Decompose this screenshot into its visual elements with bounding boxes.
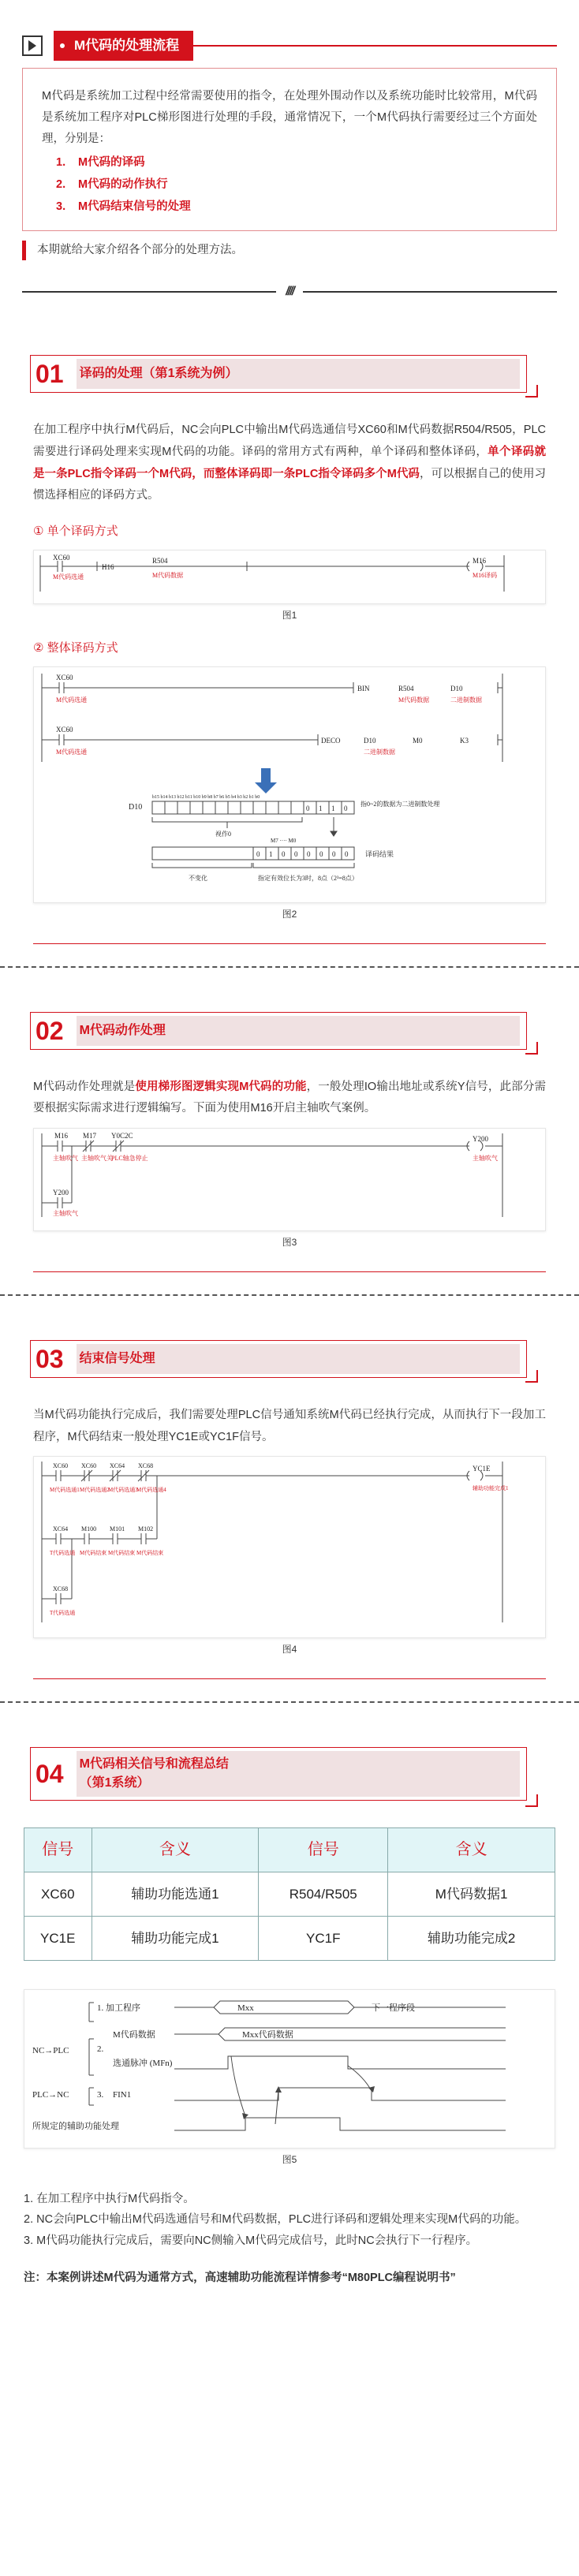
section3-paragraph: 当M代码功能执行完成后，我们需要处理PLC信号通知系统M代码已经执行完成，从而执行下一段加工程序，M代码结束一般处理YC1E或YC1F信号。	[33, 1408, 546, 1443]
svg-text:M代码结束: M代码结束	[136, 1550, 164, 1557]
figure-3-ladder	[33, 1128, 546, 1231]
svg-text:主轴吹气: 主轴吹气	[473, 1154, 498, 1162]
svg-text:XC68: XC68	[138, 1462, 154, 1470]
svg-text:2.: 2.	[97, 2044, 104, 2055]
figure-5-caption: 图5	[282, 2153, 297, 2165]
svg-text:PLC→NC: PLC→NC	[32, 2090, 69, 2100]
section-header-02	[30, 1007, 549, 1055]
svg-text:指0~2的数据为二进制数处理: 指0~2的数据为二进制数处理	[360, 801, 440, 808]
svg-text:Y200: Y200	[53, 1188, 69, 1197]
svg-text:M16: M16	[54, 1131, 69, 1140]
svg-text:0: 0	[344, 805, 348, 813]
svg-text:二进制数据: 二进制数据	[364, 749, 395, 756]
section-title: 译码的处理（第1系统为例）	[77, 359, 520, 389]
intro-item: 1. M代码的译码	[56, 156, 145, 170]
figure-5-timing	[24, 1989, 555, 2148]
section-body-03	[22, 1405, 557, 1658]
intro-box	[22, 68, 557, 231]
svg-text:视作0: 视作0	[215, 831, 231, 838]
dashed-separator	[0, 1701, 579, 1703]
svg-text:M代码选通3: M代码选通3	[108, 1487, 138, 1494]
svg-text:M代码数据: M代码数据	[113, 2030, 155, 2040]
step-item: 2. NC会向PLC中输出M代码选通信号和M代码数据，PLC进行译码和逻辑处理来实现M代码的功能。	[24, 2213, 527, 2227]
svg-text:0: 0	[256, 850, 260, 859]
svg-text:3.: 3.	[97, 2090, 104, 2100]
section-body-04	[22, 1827, 557, 2288]
sub-heading-single: ① 单个译码方式	[33, 524, 118, 538]
svg-text:M0: M0	[413, 737, 423, 745]
svg-text:Y0C2C: Y0C2C	[111, 1131, 133, 1140]
svg-text:K3: K3	[460, 737, 469, 745]
step-item: 3. M代码功能执行完成后，需要向NC侧输入M代码完成信号，此时NC会执行下一行程序。	[24, 2234, 478, 2248]
svg-text:M代码结束: M代码结束	[80, 1550, 107, 1557]
svg-text:M代码选通4: M代码选通4	[136, 1487, 166, 1494]
svg-text:0: 0	[282, 850, 286, 859]
separator	[22, 281, 557, 303]
svg-text:Mxx: Mxx	[237, 2003, 254, 2014]
section-title: 结束信号处理	[77, 1344, 520, 1374]
svg-text:FIN1: FIN1	[113, 2090, 132, 2100]
section-end-line	[33, 943, 546, 944]
svg-text:主轴吹气关: 主轴吹气关	[81, 1154, 113, 1162]
svg-text:T代码选通: T代码选通	[50, 1610, 76, 1617]
svg-text:0: 0	[306, 805, 310, 813]
section-number: 04	[35, 1760, 64, 1789]
svg-text:XC60: XC60	[56, 674, 73, 682]
svg-text:1. 加工程序: 1. 加工程序	[97, 2003, 140, 2014]
svg-text:0: 0	[294, 850, 298, 859]
svg-text:DECO: DECO	[321, 737, 341, 745]
svg-text:YC1E: YC1E	[473, 1465, 491, 1473]
svg-text:XC68: XC68	[53, 1585, 69, 1593]
svg-text:XC64: XC64	[110, 1462, 125, 1470]
section-body-02	[22, 1077, 557, 1251]
main-header	[22, 32, 557, 60]
svg-text:R504: R504	[152, 556, 168, 565]
article-page	[0, 32, 579, 2315]
table-row: YC1E 辅助功能完成1 YC1F 辅助功能完成2	[24, 1917, 555, 1961]
svg-text:0: 0	[332, 850, 336, 859]
section-number: 02	[35, 1016, 64, 1045]
svg-text:XC64: XC64	[53, 1525, 69, 1533]
svg-text:XC60: XC60	[53, 553, 70, 562]
svg-text:M16: M16	[473, 556, 487, 565]
section-header-03	[30, 1335, 549, 1383]
table-header: 信号	[259, 1828, 388, 1872]
svg-text:M16译码: M16译码	[473, 571, 498, 579]
svg-text:主轴吹气: 主轴吹气	[53, 1209, 78, 1217]
svg-text:BIN: BIN	[357, 685, 370, 693]
header-line	[193, 45, 557, 47]
lead-note: 本期就给大家介绍各个部分的处理方法。	[22, 241, 557, 260]
svg-text:1: 1	[319, 805, 323, 813]
figure-1-caption: 图1	[282, 610, 297, 622]
section-number: 01	[35, 360, 64, 389]
dashed-separator	[0, 1294, 579, 1296]
svg-text:R504: R504	[398, 685, 414, 693]
svg-text:Y200: Y200	[473, 1134, 488, 1143]
section-end-line	[33, 1678, 546, 1679]
svg-text:D10: D10	[129, 803, 143, 812]
svg-text:D10: D10	[450, 685, 463, 693]
svg-text:0: 0	[319, 850, 323, 859]
signal-table	[24, 1827, 555, 1961]
svg-text:M代码选通2: M代码选通2	[80, 1487, 110, 1494]
dashed-separator	[0, 966, 579, 968]
corner-deco-icon	[525, 1370, 538, 1383]
corner-deco-icon	[525, 1042, 538, 1055]
section-header-01	[30, 350, 549, 398]
svg-text:XC60: XC60	[53, 1462, 69, 1470]
svg-text:M代码选通1: M代码选通1	[50, 1487, 80, 1494]
svg-text:二进制数据: 二进制数据	[450, 696, 482, 704]
svg-text:辅助功能完成1: 辅助功能完成1	[473, 1485, 509, 1492]
svg-text:0: 0	[307, 850, 311, 859]
figure-4-caption: 图4	[282, 1644, 297, 1656]
svg-text:XC60: XC60	[81, 1462, 97, 1470]
svg-text:M代码结束: M代码结束	[108, 1550, 136, 1557]
footnote: 注：本案例讲述M代码为通常方式，高速辅助功能流程详情参考“M80PLC编程说明书”	[24, 2272, 456, 2285]
section-title: M代码动作处理	[77, 1016, 520, 1046]
flow-steps	[24, 2189, 555, 2252]
svg-text:b15 b14 b13 b12 b11 b10 b9 b8: b15 b14 b13 b12 b11 b10 b9 b8 b7 b6 b5 b4 b3 b2 b1 b0	[152, 795, 260, 801]
svg-text:M代码选通: M代码选通	[53, 573, 84, 581]
table-header: 含义	[388, 1828, 555, 1872]
section-body-01	[22, 420, 557, 922]
separator-mark: ////	[286, 285, 293, 299]
svg-text:所规定的辅助功能处理: 所规定的辅助功能处理	[32, 2122, 119, 2132]
intro-list	[42, 152, 537, 218]
svg-text:译码结果: 译码结果	[365, 850, 394, 859]
table-header: 含义	[92, 1828, 259, 1872]
svg-text:1: 1	[331, 805, 335, 813]
svg-text:M代码选通: M代码选通	[56, 749, 88, 756]
svg-text:M102: M102	[138, 1525, 154, 1533]
svg-text:XC60: XC60	[56, 726, 73, 734]
intro-text: M代码是系统加工过程中经常需要使用的指令，在处理外围动作以及系统功能时比较常用，M代码是系统加工程序对PLC梯形图进行处理的手段，通常情况下，一个M代码执行需要经过三个方面处理，分别是：	[42, 90, 537, 145]
section1-paragraph: 在加工程序中执行M代码后，NC会向PLC中输出M代码选通信号XC60和M代码数据R504/R505，PLC需要进行译码处理来实现M代码的功能。译码的常用方式有两种，单个译码和整体译码，单个译码就是一条PLC指令译码一个M代码，而整体译码即一条PLC指令译码多个M代码，可以根据自己的使用习惯选择相应的译码方式。	[33, 424, 547, 502]
svg-text:M代码数据: M代码数据	[152, 571, 184, 579]
down-arrow-icon	[255, 768, 277, 793]
intro-item: 2. M代码的动作执行	[56, 177, 168, 191]
table-header: 信号	[24, 1828, 92, 1872]
figure-4-ladder	[33, 1456, 546, 1638]
section-end-line	[33, 1271, 546, 1272]
table-header-row	[24, 1828, 555, 1872]
sub-heading-whole: ② 整体译码方式	[33, 641, 118, 655]
svg-text:0: 0	[345, 850, 349, 859]
figure-3-caption: 图3	[282, 1236, 297, 1248]
svg-text:M100: M100	[81, 1525, 97, 1533]
svg-text:NC→PLC: NC→PLC	[32, 2046, 69, 2056]
svg-text:M101: M101	[110, 1525, 125, 1533]
svg-text:下一程序段: 下一程序段	[372, 2003, 415, 2014]
section-title: M代码相关信号和流程总结 （第1系统）	[77, 1751, 520, 1797]
corner-deco-icon	[525, 385, 538, 398]
play-icon	[22, 35, 43, 56]
section-header-04	[30, 1742, 549, 1805]
intro-item: 3. M代码结束信号的处理	[56, 200, 191, 213]
svg-text:M代码选通: M代码选通	[56, 696, 88, 704]
svg-text:选通脉冲 (MFn): 选通脉冲 (MFn)	[113, 2059, 173, 2069]
figure-1-ladder	[33, 550, 546, 604]
svg-text:不变化: 不变化	[189, 875, 207, 883]
svg-text:主轴吹气: 主轴吹气	[53, 1154, 78, 1162]
svg-text:D10: D10	[364, 737, 376, 745]
section2-paragraph: M代码动作处理就是使用梯形图逻辑实现M代码的功能，一般处理IO输出地址或系统Y信号，此部分需要根据实际需求进行逻辑编写。下面为使用M16开启主轴吹气案例。	[33, 1080, 547, 1115]
main-title: M代码的处理流程	[54, 31, 193, 61]
table-row: XC60 辅助功能选通1 R504/R505 M代码数据1	[24, 1872, 555, 1917]
corner-deco-icon	[525, 1794, 538, 1807]
figure-2-ladder	[33, 666, 546, 902]
svg-text:PLC轴急停止: PLC轴急停止	[111, 1154, 148, 1162]
svg-text:M17: M17	[83, 1131, 97, 1140]
svg-text:H16: H16	[102, 562, 114, 571]
svg-text:1: 1	[269, 850, 273, 859]
svg-text:M代码数据: M代码数据	[398, 696, 430, 704]
svg-text:Mxx代码数据: Mxx代码数据	[242, 2030, 293, 2040]
svg-text:指定有效位长为3时，8点（2³=8点）: 指定有效位长为3时，8点（2³=8点）	[258, 875, 358, 883]
svg-text:T代码选通: T代码选通	[50, 1550, 76, 1557]
section-number: 03	[35, 1344, 64, 1373]
svg-text:M7 ···· M0: M7 ···· M0	[271, 838, 297, 845]
step-item: 1. 在加工程序中执行M代码指令。	[24, 2192, 195, 2205]
figure-2-caption: 图2	[282, 908, 297, 920]
